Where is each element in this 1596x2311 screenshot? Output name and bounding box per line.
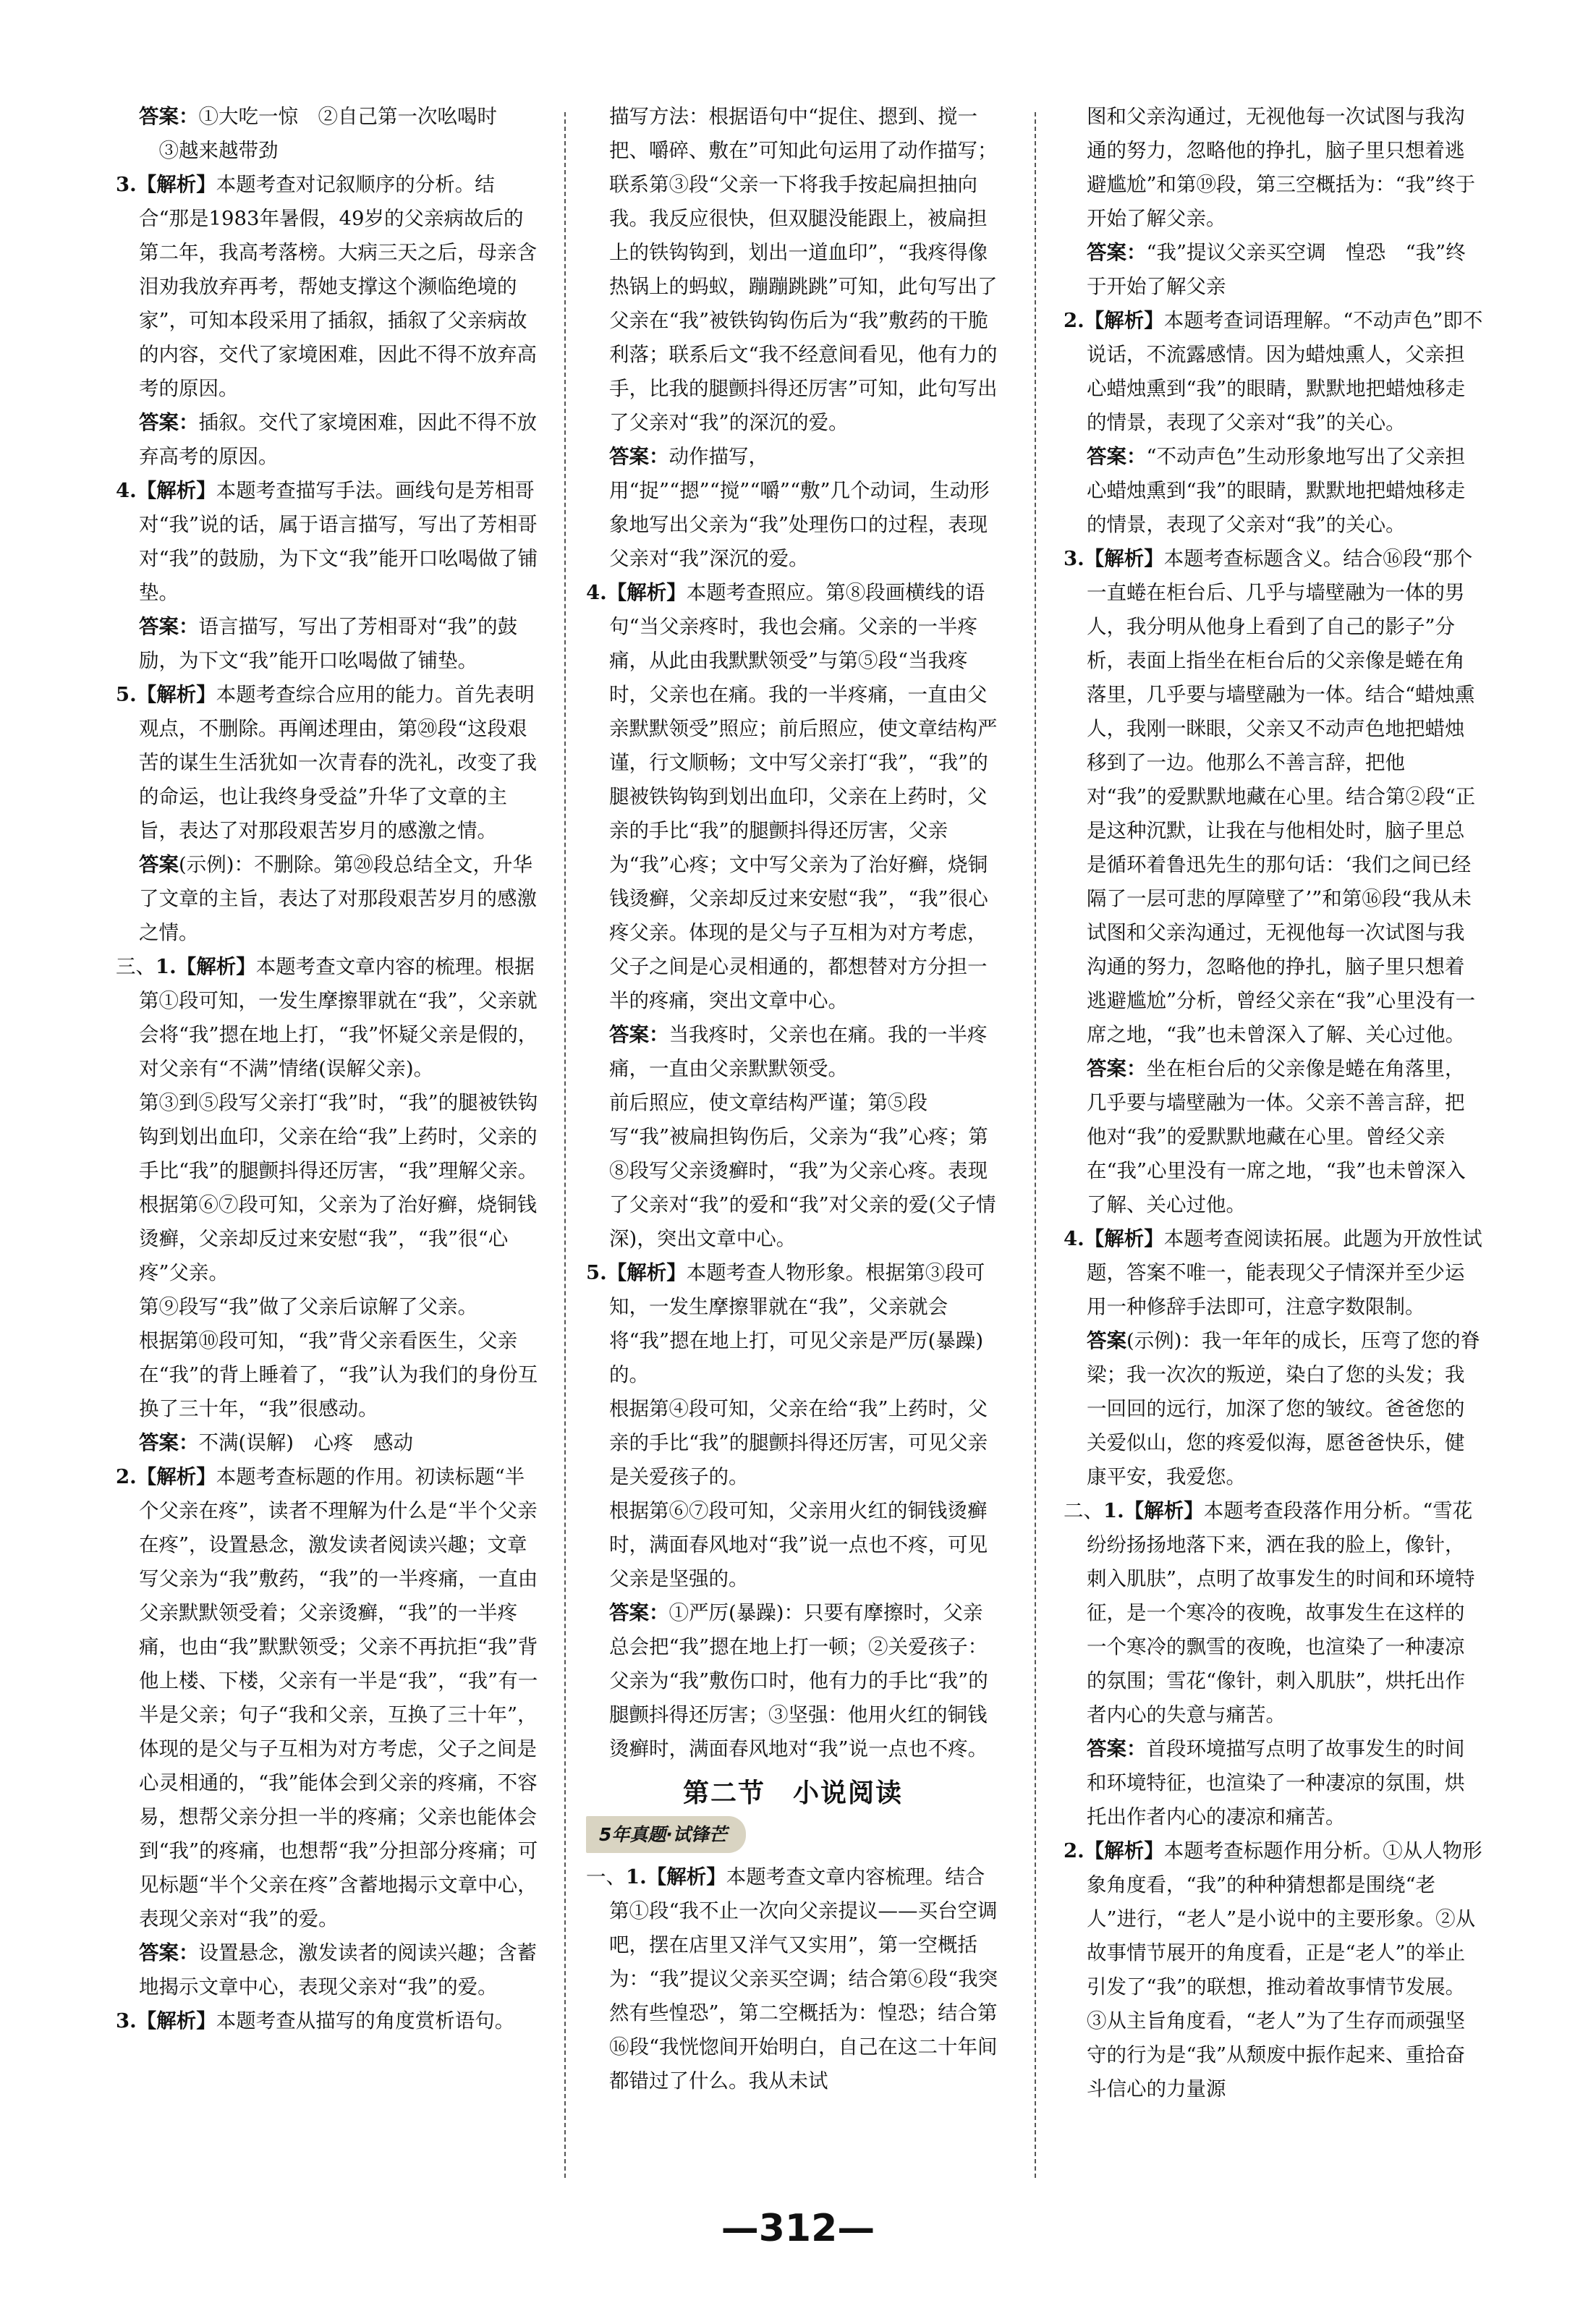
answer-paragraph [116,1290,543,1324]
body-text: 坐在柜台后的父亲像是蜷在角落里，几乎要与墙壁融为一体。父亲不善言辞，把他对“我”的爱默默地藏在心里。曾经父亲在“我”心里没有一席之地，“我”也未曾深入了解、关心过他。 [1087,1057,1466,1216]
label-text: 1.【解析】 [626,1865,726,1888]
section-title: 第二节 小说阅读 [682,1778,903,1808]
answer-paragraph [116,1426,543,1460]
label-text: 答案： [1087,1057,1147,1080]
body-text: 本题考查文章内容的梳理。根据第①段可知，一发生摩擦罪就在“我”，父亲就会将“我”摁在地上打，“我”怀疑父亲是假的，对父亲有“不满”情绪(误解父亲)。 [139,955,538,1080]
answer-paragraph [116,1086,543,1188]
label-text: 答案： [139,411,199,434]
label-text: 3.【解析】 [116,173,216,196]
answer-column-1 [116,100,543,2038]
answer-paragraph [1064,1834,1483,2106]
body-text: 根据第⑥⑦段可知，父亲为了治好癣，烧铜钱烫癣，父亲却反过来安慰“我”，“我”很“心疼”父亲。 [139,1193,537,1284]
body-text: 本题考查标题的作用。初读标题“半个父亲在疼”，读者不理解为什么是“半个父亲在疼”，设置悬念，激发读者阅读兴趣；文章写父亲为“我”敷药，“我”的一半疼痛，一直由父亲默默领受着；父亲烫癣，“我”的一半疼痛，也由“我”默默领受；父亲不再抗拒“我”背他上楼、下楼，父亲有一半是“我”，“我”有一半是父亲；句子“我和父亲，互换了三十年”，体现的是父与子互相为对方考虑，父子之间是心灵相通的，“我”能体会到父亲的疼痛，不容易，想帮父亲分担一半的疼痛；父亲也能体会到“我”的疼痛，也想帮“我”分担部分疼痛；可见标题“半个父亲在疼”含蓄地揭示文章中心，表现父亲对“我”的爱。 [139,1465,538,1930]
body-text: 本题考查词语理解。“不动声色”即不说话，不流露感情。因为蜡烛熏人，父亲担心蜡烛熏到“我”的眼睛，默默地把蜡烛移走的情景，表现了父亲对“我”的关心。 [1087,309,1483,434]
answer-paragraph [586,100,1000,440]
body-text: (示例)：不删除。第⑳段总结全文，升华了文章的主旨，表达了对那段艰苦岁月的感激之情。 [139,853,537,944]
answer-paragraph [116,100,543,134]
answer-paragraph [116,1324,543,1426]
label-text: 答案： [609,445,669,468]
body-text: 首段环境描写点明了故事发生的时间和环境特征，也渲染了一种凄凉的氛围，烘托出作者内心的凄凉和痛苦。 [1087,1737,1465,1828]
body-text: 本题考查描写手法。画线句是芳相哥对“我”说的话，属于语言描写，写出了芳相哥对“我”的鼓励，为下文“我”能开口吆喝做了铺垫。 [139,479,538,604]
body-text: 根据第⑩段可知，“我”背父亲看医生，父亲在“我”的背上睡着了，“我”认为我们的身份互换了三十年，“我”很感动。 [139,1329,538,1420]
label-text: 1.【解析】 [1103,1499,1204,1522]
body-text: 第⑨段写“我”做了父亲后谅解了父亲。 [139,1295,478,1318]
body-text: 本题考查从描写的角度赏析语句。 [216,2009,515,2032]
label-text: 答案： [139,615,199,638]
answer-paragraph [116,474,543,610]
body-text: ③越来越带劲 [139,139,279,162]
body-text: 本题考查人物形象。根据第③段可知，一发生摩擦罪就在“我”，父亲就会将“我”摁在地上打，可见父亲是严厉(暴躁)的。 [609,1261,985,1386]
answer-paragraph [116,848,543,950]
body-text: 三、 [116,955,156,978]
answer-paragraph [116,168,543,406]
label-text: 5.【解析】 [116,683,216,706]
body-text: 本题考查综合应用的能力。首先表明观点，不删除。再阐述理由，第⑳段“这段艰苦的谋生生活犹如一次青春的洗礼，改变了我的命运，也让我终身受益”升华了文章的主旨，表达了对那段艰苦岁月的感激之情。 [139,683,537,842]
section-banner: 5年真题·试锋芒 [586,1816,746,1853]
column-divider-right [1035,112,1036,2178]
body-text: “我”提议父亲买空调 惶恐 “我”终于开始了解父亲 [1087,241,1466,298]
body-text: 动作描写，用“捉”“摁”“搅”“嚼”“敷”几个动词，生动形象地写出父亲为“我”处理伤口的过程，表现父亲对“我”深沉的爱。 [609,445,990,570]
body-text: 本题考查阅读拓展。此题为开放性试题，答案不唯一，能表现父子情深并至少运用一种修辞手法即可，注意字数限制。 [1087,1227,1482,1318]
answer-paragraph [116,1188,543,1290]
answer-paragraph [1064,440,1483,542]
label-text: 答案： [139,1431,199,1454]
label-text: 2.【解析】 [116,1465,216,1488]
answer-paragraph [1064,1732,1483,1834]
label-text: 答案： [1087,241,1147,264]
answer-paragraph [1064,1052,1483,1222]
answer-paragraph [116,2004,543,2038]
body-text: 设置悬念，激发读者的阅读兴趣；含蓄地揭示文章中心，表现父亲对“我”的爱。 [139,1941,537,1998]
body-text: 描写方法：根据语句中“捉住、摁到、搅一把、嚼碎、敷在”可知此句运用了动作描写；联系第③段“父亲一下将我手按起扁担抽向我。我反应很快，但双腿没能跟上，被扁担上的铁钩钩到，划出一道血印”，“我疼得像热锅上的蚂蚁，蹦蹦跳跳”可知，此句写出了父亲在“我”被铁钩钩伤后为“我”敷药的干脆利落；联系后文“我不经意间看见，他有力的手，比我的腿颤抖得还厉害”可知，此句写出了父亲对“我”的深沉的爱。 [609,105,998,434]
label-text: 答案： [609,1601,669,1624]
answer-column-3 [1064,100,1483,2106]
answer-paragraph [116,950,543,1086]
body-text: (示例)：我一年年的成长，压弯了您的脊梁；我一次次的叛逆，染白了您的头发；我一回回的远行，加深了您的皱纹。爸爸您的关爱似山，您的疼爱似海，愿爸爸快乐，健康平安，我爱您。 [1087,1329,1480,1488]
answer-paragraph [1064,1324,1483,1494]
body-text: 一、 [586,1865,626,1888]
answer-paragraph [116,1936,543,2004]
label-text: 4.【解析】 [586,581,687,604]
answer-paragraph [586,1018,1000,1086]
answer-paragraph [586,1860,1000,2098]
answer-paragraph [1064,1494,1483,1732]
answer-paragraph [586,440,1000,576]
label-text: 答案 [1087,1329,1126,1352]
body-text: 二、 [1064,1499,1103,1522]
body-text: 第③到⑤段写父亲打“我”时，“我”的腿被铁钩钩到划出血印，父亲在给“我”上药时，父亲的手比“我”的腿颤抖得还厉害，“我”理解父亲。 [139,1091,538,1182]
label-text: 5.【解析】 [586,1261,687,1284]
answer-paragraph [586,1392,1000,1494]
answer-column-2 [586,100,1000,2098]
label-text: 3.【解析】 [116,2009,216,2032]
label-text: 答案： [609,1023,669,1046]
label-text: 3.【解析】 [1064,547,1164,570]
body-text: 图和父亲沟通过，无视他每一次试图与我沟通的努力，忽略他的挣扎，脑子里只想着逃避尴尬”和第⑲段，第三空概括为：“我”终于开始了解父亲。 [1087,105,1476,230]
answer-paragraph [586,1494,1000,1596]
body-text: 根据第⑥⑦段可知，父亲用火红的铜钱烫癣时，满面春风地对“我”说一点也不疼，可见父亲是坚强的。 [609,1499,988,1590]
label-text: 答案： [1087,1737,1147,1760]
answer-paragraph [1064,1222,1483,1324]
body-text: “不动声色”生动形象地写出了父亲担心蜡烛熏到“我”的眼睛，默默地把蜡烛移走的情景，表现了父亲对“我”的关心。 [1087,445,1466,536]
body-text: 本题考查段落作用分析。“雪花纷纷扬扬地落下来，洒在我的脸上，像针，刺入肌肤”，点明了故事发生的时间和环境特征，是一个寒冷的夜晚，故事发生在这样的一个寒冷的飘雪的夜晚，也渲染了一种凄凉的氛围；雪花“像针，刺入肌肤”，烘托出作者内心的失意与痛苦。 [1087,1499,1475,1726]
label-text: 4.【解析】 [1064,1227,1164,1250]
answer-paragraph [116,678,543,848]
body-text: 本题考查文章内容梳理。结合第①段“我不止一次向父亲提议——买台空调吧，摆在店里又洋气又实用”，第一空概括为：“我”提议父亲买空调；结合第⑥段“我突然有些惶恐”，第二空概括为：惶恐；结合第⑯段“我恍惚间开始明白，自己在这二十年间都错过了什么。我从未试 [609,1865,998,2092]
body-text: 本题考查照应。第⑧段画横线的语句“当父亲疼时，我也会痛。父亲的一半疼痛，从此由我默默领受”与第⑤段“当我疼时，父亲也在痛。我的一半疼痛，一直由父亲默默领受”照应；前后照应，使文章结构严谨，行文顺畅；文中写父亲打“我”，“我”的腿被铁钩钩到划出血印，父亲在上药时，父亲的手比“我”的腿颤抖得还厉害，父亲为“我”心疼；文中写父亲为了治好癣，烧铜钱烫癣，父亲却反过来安慰“我”，“我”很心疼父亲。体现的是父与子互相为对方考虑，父子之间是心灵相通的，都想替对方分担一半的疼痛，突出文章中心。 [609,581,998,1012]
label-text: 4.【解析】 [116,479,216,502]
answer-paragraph [586,1256,1000,1392]
body-text: 前后照应，使文章结构严谨；第⑤段写“我”被扁担钩伤后，父亲为“我”心疼；第⑧段写父亲烫癣时，“我”为父亲心疼。表现了父亲对“我”的爱和“我”对父亲的爱(父子情深)，突出文章中心。 [609,1091,996,1250]
body-text: 根据第④段可知，父亲在给“我”上药时，父亲的手比“我”的腿颤抖得还厉害，可见父亲是关爱孩子的。 [609,1397,988,1488]
answer-paragraph [586,1086,1000,1256]
answer-paragraph [116,1460,543,1936]
answer-paragraph [116,134,543,168]
label-text: 答案 [139,853,179,876]
body-text: 本题考查标题作用分析。①从人物形象角度看，“我”的种种猜想都是围绕“老人”进行，“老人”是小说中的主要形象。②从故事情节展开的角度看，正是“老人”的举止引发了“我”的联想，推动着故事情节发展。③从主旨角度看，“老人”为了生存而顽强坚守的行为是“我”从颓废中振作起来、重拾奋斗信心的力量源 [1087,1839,1482,2100]
answer-paragraph [1064,304,1483,440]
body-text: 本题考查标题含义。结合⑯段“那个一直蜷在柜台后、几乎与墙壁融为一体的男人，我分明从他身上看到了自己的影子”分析，表面上指坐在柜台后的父亲像是蜷在角落里，几乎要与墙壁融为一体。结合“蜡烛熏人，我刚一眯眼，父亲又不动声色地把蜡烛移到了一边。他那么不善言辞，把他对“我”的爱默默地藏在心里。结合第②段“正是这种沉默，让我在与他相处时，脑子里总是循环着鲁迅先生的那句话：‘我们之间已经隔了一层可悲的厚障壁了’”和第⑯段“我从未试图和父亲沟通过，无视他每一次试图与我沟通的努力，忽略他的挣扎，脑子里只想着逃避尴尬”分析，曾经父亲在“我”心里没有一席之地，“我”也未曾深入了解、关心过他。 [1087,547,1476,1046]
answer-paragraph [1064,542,1483,1052]
answer-column-2-top [586,100,1000,1766]
label-text: 2.【解析】 [1064,1839,1164,1862]
label-text: 1.【解析】 [156,955,256,978]
answer-paragraph [1064,236,1483,304]
body-text: ①严厉(暴躁)：只要有摩擦时，父亲总会把“我”摁在地上打一顿；②关爱孩子：父亲为“我”敷伤口时，他有力的手比“我”的腿颤抖得还厉害；③坚强：他用火红的铜钱烫癣时，满面春风地对“我”说一点也不疼。 [609,1601,988,1760]
page-number: —312— [721,2207,875,2250]
answer-paragraph [1064,100,1483,236]
body-text: ①大吃一惊 ②自己第一次吆喝时 [198,105,497,128]
answer-paragraph [116,406,543,474]
label-text: 答案： [139,1941,199,1964]
answer-paragraph [116,610,543,678]
label-text: 答案： [139,105,199,128]
answer-column-2-bottom [586,1860,1000,2098]
answer-paragraph [586,576,1000,1018]
body-text: 语言描写，写出了芳相哥对“我”的鼓励，为下文“我”能开口吆喝做了铺垫。 [139,615,518,672]
body-text: 本题考查对记叙顺序的分析。结合“那是1983年暑假，49岁的父亲病故后的第二年，我高考落榜。大病三天之后，母亲含泪劝我放弃再考，帮她支撑这个濒临绝境的家”，可知本段采用了插叙，插叙了父亲病故的内容，交代了家境困难，因此不得不放弃高考的原因。 [139,173,537,400]
label-text: 答案： [1087,445,1147,468]
body-text: 插叙。交代了家境困难，因此不得不放弃高考的原因。 [139,411,537,468]
label-text: 2.【解析】 [1064,309,1164,332]
body-text: 当我疼时，父亲也在痛。我的一半疼痛，一直由父亲默默领受。 [609,1023,988,1080]
answer-paragraph [586,1596,1000,1766]
body-text: 不满(误解) 心疼 感动 [198,1431,413,1454]
column-divider-left [564,112,566,2178]
